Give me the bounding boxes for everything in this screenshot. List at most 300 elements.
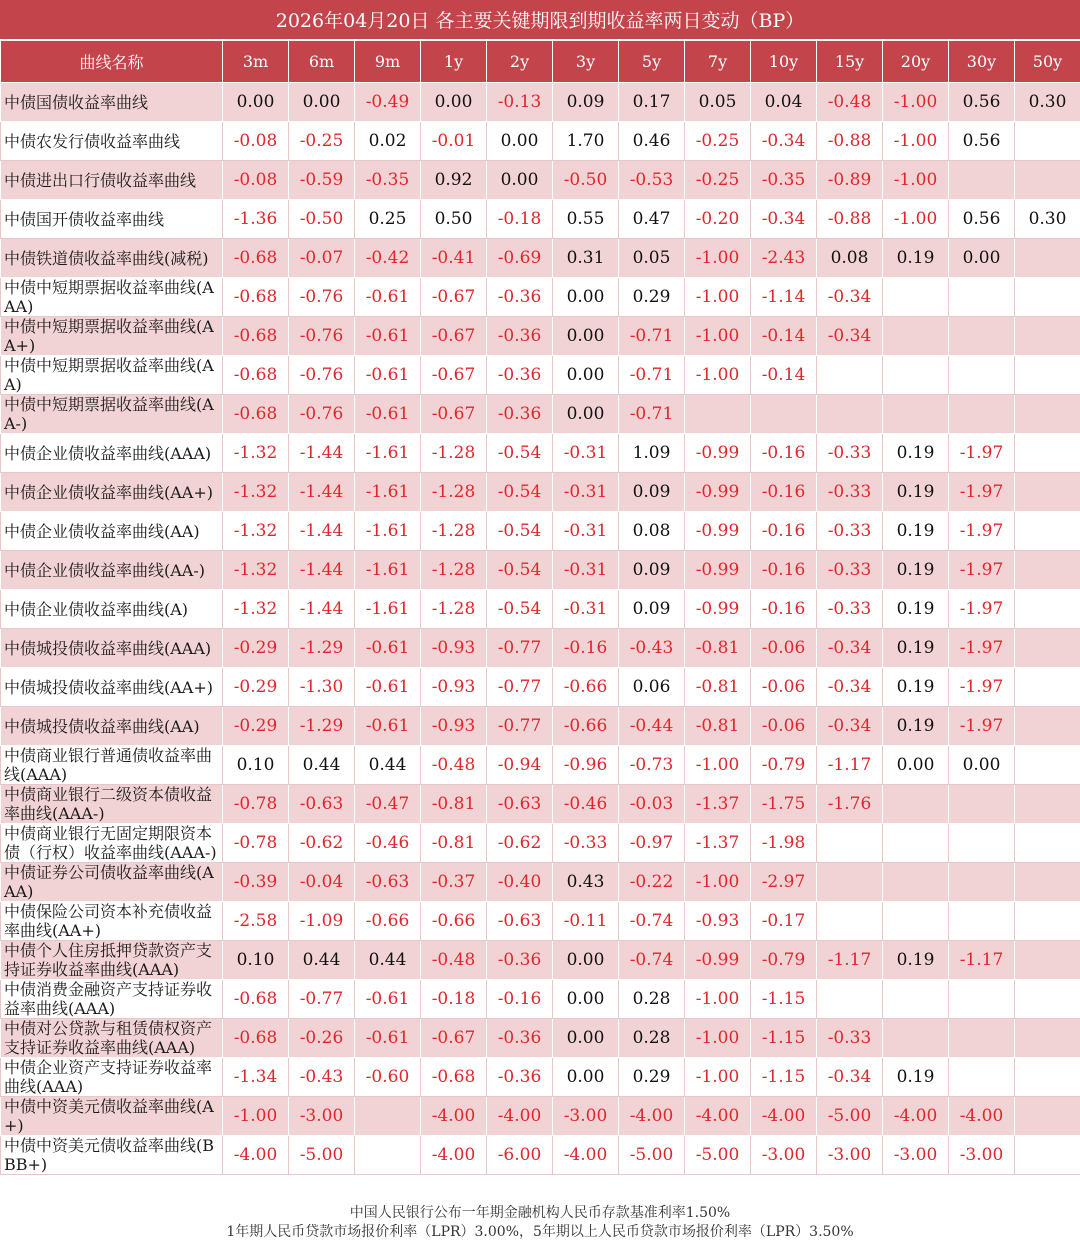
table-row bbox=[1, 395, 1080, 434]
table-row bbox=[1, 83, 1080, 122]
value-cell-9m: -0.60 bbox=[355, 1058, 421, 1097]
value-cell-3m: 0.10 bbox=[223, 941, 289, 980]
value-cell-30y: -1.97 bbox=[949, 668, 1015, 707]
value-cell-20y bbox=[883, 1019, 949, 1058]
value-cell-6m: -1.29 bbox=[289, 707, 355, 746]
value-cell-7y: -0.99 bbox=[685, 434, 751, 473]
value-cell-2y: 0.00 bbox=[487, 161, 553, 200]
value-cell-9m: -0.46 bbox=[355, 824, 421, 863]
value-cell-7y: -1.00 bbox=[685, 1019, 751, 1058]
value-cell-2y: -0.54 bbox=[487, 590, 553, 629]
value-cell-7y: 0.05 bbox=[685, 83, 751, 122]
value-cell-6m: -0.63 bbox=[289, 785, 355, 824]
value-cell-2y: -0.54 bbox=[487, 434, 553, 473]
value-cell-7y: -1.37 bbox=[685, 785, 751, 824]
curve-name-cell: 中债商业银行无固定期限资本债（行权）收益率曲线(AAA-) bbox=[1, 824, 223, 863]
value-cell-3y: -0.31 bbox=[553, 512, 619, 551]
value-cell-3y: -3.00 bbox=[553, 1097, 619, 1136]
table-row bbox=[1, 1097, 1080, 1136]
column-header-6m: 6m bbox=[289, 41, 355, 83]
value-cell-15y: -0.33 bbox=[817, 434, 883, 473]
value-cell-50y bbox=[1015, 941, 1080, 980]
value-cell-6m: -1.44 bbox=[289, 473, 355, 512]
value-cell-5y: 0.28 bbox=[619, 980, 685, 1019]
value-cell-2y: -0.63 bbox=[487, 785, 553, 824]
value-cell-10y: -1.98 bbox=[751, 824, 817, 863]
value-cell-2y: -0.94 bbox=[487, 746, 553, 785]
value-cell-6m: -1.44 bbox=[289, 512, 355, 551]
table-row bbox=[1, 278, 1080, 317]
value-cell-50y bbox=[1015, 1136, 1080, 1175]
value-cell-6m: -3.00 bbox=[289, 1097, 355, 1136]
value-cell-10y: -1.15 bbox=[751, 1058, 817, 1097]
value-cell-6m: -1.44 bbox=[289, 551, 355, 590]
value-cell-10y bbox=[751, 395, 817, 434]
value-cell-1y: -0.01 bbox=[421, 122, 487, 161]
value-cell-30y: -1.97 bbox=[949, 707, 1015, 746]
table-row bbox=[1, 1058, 1080, 1097]
value-cell-9m: -0.61 bbox=[355, 629, 421, 668]
value-cell-2y: -0.40 bbox=[487, 863, 553, 902]
curve-name-cell: 中债企业资产支持证券收益率曲线(AAA) bbox=[1, 1058, 223, 1097]
value-cell-20y: 0.19 bbox=[883, 629, 949, 668]
value-cell-9m: 0.44 bbox=[355, 746, 421, 785]
value-cell-50y bbox=[1015, 1019, 1080, 1058]
value-cell-20y bbox=[883, 317, 949, 356]
value-cell-10y: -0.17 bbox=[751, 902, 817, 941]
value-cell-2y: -0.36 bbox=[487, 1058, 553, 1097]
table-row bbox=[1, 551, 1080, 590]
value-cell-20y: -1.00 bbox=[883, 122, 949, 161]
value-cell-9m: -0.61 bbox=[355, 980, 421, 1019]
value-cell-9m: -0.47 bbox=[355, 785, 421, 824]
curve-name-cell: 中债城投债收益率曲线(AAA) bbox=[1, 629, 223, 668]
value-cell-7y: -1.00 bbox=[685, 980, 751, 1019]
value-cell-1y: -0.67 bbox=[421, 278, 487, 317]
value-cell-10y: -0.16 bbox=[751, 590, 817, 629]
value-cell-50y bbox=[1015, 161, 1080, 200]
value-cell-15y: -1.76 bbox=[817, 785, 883, 824]
value-cell-1y: -4.00 bbox=[421, 1136, 487, 1175]
value-cell-3m: -0.29 bbox=[223, 668, 289, 707]
value-cell-3m: -1.00 bbox=[223, 1097, 289, 1136]
value-cell-20y: 0.19 bbox=[883, 1058, 949, 1097]
table-row bbox=[1, 200, 1080, 239]
value-cell-7y: -0.99 bbox=[685, 590, 751, 629]
column-header-20y: 20y bbox=[883, 41, 949, 83]
value-cell-3y: -0.11 bbox=[553, 902, 619, 941]
value-cell-20y bbox=[883, 863, 949, 902]
value-cell-10y: -0.16 bbox=[751, 434, 817, 473]
value-cell-10y: -0.79 bbox=[751, 746, 817, 785]
curve-name-cell: 中债中资美元债收益率曲线(BBB+) bbox=[1, 1136, 223, 1175]
value-cell-5y: 0.47 bbox=[619, 200, 685, 239]
value-cell-1y: -1.28 bbox=[421, 434, 487, 473]
value-cell-6m: -0.76 bbox=[289, 317, 355, 356]
value-cell-7y bbox=[685, 395, 751, 434]
curve-name-cell: 中债国开债收益率曲线 bbox=[1, 200, 223, 239]
value-cell-5y: 1.09 bbox=[619, 434, 685, 473]
value-cell-9m bbox=[355, 1136, 421, 1175]
value-cell-3m: -0.68 bbox=[223, 1019, 289, 1058]
value-cell-6m: -5.00 bbox=[289, 1136, 355, 1175]
table-row bbox=[1, 317, 1080, 356]
value-cell-20y: 0.19 bbox=[883, 512, 949, 551]
value-cell-1y: -0.67 bbox=[421, 317, 487, 356]
value-cell-9m: -0.61 bbox=[355, 668, 421, 707]
value-cell-20y: 0.19 bbox=[883, 473, 949, 512]
table-row bbox=[1, 161, 1080, 200]
value-cell-50y bbox=[1015, 902, 1080, 941]
value-cell-50y bbox=[1015, 278, 1080, 317]
value-cell-50y bbox=[1015, 863, 1080, 902]
value-cell-20y: 0.00 bbox=[883, 746, 949, 785]
value-cell-5y: -0.44 bbox=[619, 707, 685, 746]
value-cell-15y: -0.33 bbox=[817, 590, 883, 629]
value-cell-3y: 0.00 bbox=[553, 317, 619, 356]
value-cell-7y: -1.00 bbox=[685, 239, 751, 278]
value-cell-5y: -4.00 bbox=[619, 1097, 685, 1136]
value-cell-5y: 0.28 bbox=[619, 1019, 685, 1058]
curve-name-cell: 中债进出口行债收益率曲线 bbox=[1, 161, 223, 200]
value-cell-1y: -0.93 bbox=[421, 707, 487, 746]
value-cell-1y: -0.67 bbox=[421, 395, 487, 434]
value-cell-6m: -0.50 bbox=[289, 200, 355, 239]
value-cell-5y: -5.00 bbox=[619, 1136, 685, 1175]
value-cell-7y: -0.25 bbox=[685, 122, 751, 161]
value-cell-9m: -0.42 bbox=[355, 239, 421, 278]
value-cell-30y: -3.00 bbox=[949, 1136, 1015, 1175]
value-cell-5y: -0.03 bbox=[619, 785, 685, 824]
value-cell-5y: -0.71 bbox=[619, 317, 685, 356]
value-cell-3m: -0.08 bbox=[223, 161, 289, 200]
value-cell-9m: -0.61 bbox=[355, 395, 421, 434]
value-cell-7y: -0.99 bbox=[685, 941, 751, 980]
value-cell-1y: -0.66 bbox=[421, 902, 487, 941]
value-cell-9m: -0.61 bbox=[355, 278, 421, 317]
value-cell-1y: -1.28 bbox=[421, 473, 487, 512]
value-cell-10y: -0.14 bbox=[751, 356, 817, 395]
report-title: 2026年04月20日 各主要关键期限到期收益率两日变动（BP） bbox=[0, 0, 1080, 40]
value-cell-3m: -1.36 bbox=[223, 200, 289, 239]
value-cell-1y: -0.67 bbox=[421, 356, 487, 395]
table-row bbox=[1, 473, 1080, 512]
value-cell-30y bbox=[949, 356, 1015, 395]
value-cell-3y: -0.50 bbox=[553, 161, 619, 200]
value-cell-2y: -0.16 bbox=[487, 980, 553, 1019]
value-cell-1y: -0.93 bbox=[421, 629, 487, 668]
value-cell-5y: 0.08 bbox=[619, 512, 685, 551]
table-header-row bbox=[1, 41, 1080, 83]
table-row bbox=[1, 629, 1080, 668]
value-cell-2y: -0.36 bbox=[487, 317, 553, 356]
value-cell-10y: -1.15 bbox=[751, 980, 817, 1019]
value-cell-20y: 0.19 bbox=[883, 941, 949, 980]
value-cell-1y: -0.93 bbox=[421, 668, 487, 707]
value-cell-6m: -0.76 bbox=[289, 395, 355, 434]
value-cell-15y: -3.00 bbox=[817, 1136, 883, 1175]
value-cell-6m: -1.09 bbox=[289, 902, 355, 941]
column-header-50y: 50y bbox=[1015, 41, 1080, 83]
value-cell-7y: -0.81 bbox=[685, 668, 751, 707]
value-cell-50y bbox=[1015, 512, 1080, 551]
value-cell-6m: -0.25 bbox=[289, 122, 355, 161]
value-cell-5y: -0.97 bbox=[619, 824, 685, 863]
curve-name-cell: 中债国债收益率曲线 bbox=[1, 83, 223, 122]
value-cell-7y: -1.00 bbox=[685, 317, 751, 356]
value-cell-20y bbox=[883, 824, 949, 863]
value-cell-2y: -4.00 bbox=[487, 1097, 553, 1136]
value-cell-20y bbox=[883, 278, 949, 317]
value-cell-15y: -0.88 bbox=[817, 200, 883, 239]
value-cell-3m: -0.29 bbox=[223, 629, 289, 668]
curve-name-cell: 中债城投债收益率曲线(AA) bbox=[1, 707, 223, 746]
value-cell-9m: -0.49 bbox=[355, 83, 421, 122]
value-cell-3y: -0.31 bbox=[553, 590, 619, 629]
curve-name-cell: 中债证券公司债收益率曲线(AAA) bbox=[1, 863, 223, 902]
value-cell-6m: -0.76 bbox=[289, 356, 355, 395]
value-cell-15y: -1.17 bbox=[817, 941, 883, 980]
value-cell-6m: -0.04 bbox=[289, 863, 355, 902]
value-cell-3y: 0.00 bbox=[553, 395, 619, 434]
table-row bbox=[1, 1136, 1080, 1175]
value-cell-10y: -1.14 bbox=[751, 278, 817, 317]
value-cell-15y: -0.34 bbox=[817, 707, 883, 746]
value-cell-6m: 0.44 bbox=[289, 941, 355, 980]
value-cell-30y bbox=[949, 785, 1015, 824]
footer-lpr-rates: 1年期人民币贷款市场报价利率（LPR）3.00%，5年期以上人民币贷款市场报价利率（LPR）3.50% bbox=[226, 1224, 854, 1240]
value-cell-3y: -0.31 bbox=[553, 473, 619, 512]
column-header-15y: 15y bbox=[817, 41, 883, 83]
value-cell-20y: 0.19 bbox=[883, 434, 949, 473]
value-cell-30y bbox=[949, 824, 1015, 863]
value-cell-7y: -1.00 bbox=[685, 356, 751, 395]
value-cell-6m: -1.44 bbox=[289, 590, 355, 629]
value-cell-5y: -0.43 bbox=[619, 629, 685, 668]
value-cell-30y bbox=[949, 902, 1015, 941]
value-cell-30y bbox=[949, 1019, 1015, 1058]
value-cell-30y bbox=[949, 1058, 1015, 1097]
table-row bbox=[1, 434, 1080, 473]
curve-name-cell: 中债消费金融资产支持证券收益率曲线(AAA) bbox=[1, 980, 223, 1019]
value-cell-3y: 0.00 bbox=[553, 1019, 619, 1058]
value-cell-1y: -0.67 bbox=[421, 1019, 487, 1058]
value-cell-20y bbox=[883, 902, 949, 941]
table-row bbox=[1, 746, 1080, 785]
value-cell-1y: -0.41 bbox=[421, 239, 487, 278]
curve-name-cell: 中债中短期票据收益率曲线(AA+) bbox=[1, 317, 223, 356]
value-cell-10y: -0.14 bbox=[751, 317, 817, 356]
value-cell-6m: -0.26 bbox=[289, 1019, 355, 1058]
value-cell-50y bbox=[1015, 824, 1080, 863]
table-row bbox=[1, 941, 1080, 980]
value-cell-3y: 0.00 bbox=[553, 1058, 619, 1097]
column-header-3y: 3y bbox=[553, 41, 619, 83]
value-cell-20y: 0.19 bbox=[883, 668, 949, 707]
value-cell-7y: -1.00 bbox=[685, 746, 751, 785]
value-cell-2y: 0.00 bbox=[487, 122, 553, 161]
value-cell-50y bbox=[1015, 395, 1080, 434]
value-cell-50y bbox=[1015, 356, 1080, 395]
value-cell-1y: -1.28 bbox=[421, 512, 487, 551]
value-cell-3y: 0.00 bbox=[553, 941, 619, 980]
value-cell-2y: -0.36 bbox=[487, 941, 553, 980]
value-cell-2y: -6.00 bbox=[487, 1136, 553, 1175]
value-cell-9m: -1.61 bbox=[355, 473, 421, 512]
value-cell-1y: -1.28 bbox=[421, 590, 487, 629]
curve-name-cell: 中债个人住房抵押贷款资产支持证券收益率曲线(AAA) bbox=[1, 941, 223, 980]
value-cell-30y: -1.97 bbox=[949, 551, 1015, 590]
value-cell-15y: -5.00 bbox=[817, 1097, 883, 1136]
value-cell-3m: -1.32 bbox=[223, 590, 289, 629]
column-header-10y: 10y bbox=[751, 41, 817, 83]
yield-change-table bbox=[0, 40, 1080, 1175]
value-cell-2y: -0.69 bbox=[487, 239, 553, 278]
value-cell-3m: -1.32 bbox=[223, 551, 289, 590]
value-cell-5y: 0.05 bbox=[619, 239, 685, 278]
value-cell-5y: 0.46 bbox=[619, 122, 685, 161]
value-cell-10y: -0.06 bbox=[751, 668, 817, 707]
value-cell-50y bbox=[1015, 590, 1080, 629]
value-cell-50y bbox=[1015, 434, 1080, 473]
value-cell-7y: -1.37 bbox=[685, 824, 751, 863]
value-cell-1y: 0.50 bbox=[421, 200, 487, 239]
value-cell-15y: -0.33 bbox=[817, 551, 883, 590]
value-cell-3y: -0.16 bbox=[553, 629, 619, 668]
value-cell-50y: 0.30 bbox=[1015, 83, 1080, 122]
value-cell-20y: -1.00 bbox=[883, 161, 949, 200]
value-cell-15y: -0.34 bbox=[817, 668, 883, 707]
table-row bbox=[1, 512, 1080, 551]
value-cell-7y: -0.93 bbox=[685, 902, 751, 941]
curve-name-cell: 中债商业银行二级资本债收益率曲线(AAA-) bbox=[1, 785, 223, 824]
value-cell-50y bbox=[1015, 746, 1080, 785]
value-cell-3m: -0.68 bbox=[223, 239, 289, 278]
value-cell-20y: -4.00 bbox=[883, 1097, 949, 1136]
value-cell-1y: 0.00 bbox=[421, 83, 487, 122]
table-row bbox=[1, 356, 1080, 395]
column-header-3m: 3m bbox=[223, 41, 289, 83]
value-cell-50y bbox=[1015, 668, 1080, 707]
value-cell-3m: -0.68 bbox=[223, 395, 289, 434]
value-cell-20y: 0.19 bbox=[883, 239, 949, 278]
value-cell-10y: 0.04 bbox=[751, 83, 817, 122]
value-cell-9m: 0.44 bbox=[355, 941, 421, 980]
value-cell-20y: -1.00 bbox=[883, 200, 949, 239]
value-cell-5y: -0.73 bbox=[619, 746, 685, 785]
value-cell-10y: -0.34 bbox=[751, 200, 817, 239]
value-cell-7y: -0.25 bbox=[685, 161, 751, 200]
value-cell-6m: -1.29 bbox=[289, 629, 355, 668]
value-cell-6m: 0.00 bbox=[289, 83, 355, 122]
value-cell-10y: -0.16 bbox=[751, 473, 817, 512]
value-cell-6m: -1.30 bbox=[289, 668, 355, 707]
value-cell-5y: 0.06 bbox=[619, 668, 685, 707]
value-cell-30y bbox=[949, 317, 1015, 356]
value-cell-3y: -0.31 bbox=[553, 434, 619, 473]
curve-name-cell: 中债企业债收益率曲线(AA+) bbox=[1, 473, 223, 512]
value-cell-1y: -0.81 bbox=[421, 824, 487, 863]
value-cell-3y: -0.66 bbox=[553, 707, 619, 746]
table-row bbox=[1, 863, 1080, 902]
value-cell-9m: -0.35 bbox=[355, 161, 421, 200]
value-cell-5y: 0.29 bbox=[619, 278, 685, 317]
value-cell-30y: -1.97 bbox=[949, 512, 1015, 551]
table-row bbox=[1, 122, 1080, 161]
value-cell-20y: -3.00 bbox=[883, 1136, 949, 1175]
value-cell-3m: -0.08 bbox=[223, 122, 289, 161]
value-cell-3m: -0.68 bbox=[223, 317, 289, 356]
column-header-5y: 5y bbox=[619, 41, 685, 83]
table-row bbox=[1, 590, 1080, 629]
value-cell-15y: -0.34 bbox=[817, 278, 883, 317]
value-cell-1y: -1.28 bbox=[421, 551, 487, 590]
value-cell-7y: -1.00 bbox=[685, 863, 751, 902]
value-cell-10y: -0.79 bbox=[751, 941, 817, 980]
value-cell-2y: -0.13 bbox=[487, 83, 553, 122]
value-cell-50y bbox=[1015, 1097, 1080, 1136]
value-cell-2y: -0.36 bbox=[487, 356, 553, 395]
value-cell-30y: -1.97 bbox=[949, 590, 1015, 629]
value-cell-7y: -0.81 bbox=[685, 629, 751, 668]
value-cell-30y: 0.00 bbox=[949, 746, 1015, 785]
value-cell-10y: -0.16 bbox=[751, 512, 817, 551]
value-cell-1y: -0.18 bbox=[421, 980, 487, 1019]
value-cell-7y: -0.99 bbox=[685, 551, 751, 590]
curve-name-cell: 中债铁道债收益率曲线(减税) bbox=[1, 239, 223, 278]
value-cell-3y: -0.31 bbox=[553, 551, 619, 590]
value-cell-5y: 0.09 bbox=[619, 551, 685, 590]
value-cell-6m: -0.76 bbox=[289, 278, 355, 317]
value-cell-20y bbox=[883, 980, 949, 1019]
table-row bbox=[1, 707, 1080, 746]
table-row bbox=[1, 902, 1080, 941]
value-cell-3y: -0.66 bbox=[553, 668, 619, 707]
value-cell-9m: -0.61 bbox=[355, 356, 421, 395]
value-cell-3y: -0.96 bbox=[553, 746, 619, 785]
curve-name-cell: 中债商业银行普通债收益率曲线(AAA) bbox=[1, 746, 223, 785]
table-row bbox=[1, 785, 1080, 824]
value-cell-7y: -0.20 bbox=[685, 200, 751, 239]
value-cell-2y: -0.36 bbox=[487, 395, 553, 434]
value-cell-50y bbox=[1015, 980, 1080, 1019]
value-cell-7y: -4.00 bbox=[685, 1097, 751, 1136]
value-cell-1y: 0.92 bbox=[421, 161, 487, 200]
value-cell-7y: -0.99 bbox=[685, 512, 751, 551]
curve-name-cell: 中债中短期票据收益率曲线(AAA) bbox=[1, 278, 223, 317]
value-cell-15y bbox=[817, 395, 883, 434]
value-cell-3m: -0.68 bbox=[223, 278, 289, 317]
value-cell-9m bbox=[355, 1097, 421, 1136]
value-cell-3y: -4.00 bbox=[553, 1136, 619, 1175]
value-cell-3y: 1.70 bbox=[553, 122, 619, 161]
value-cell-10y: -1.15 bbox=[751, 1019, 817, 1058]
value-cell-9m: 0.25 bbox=[355, 200, 421, 239]
value-cell-15y: -0.88 bbox=[817, 122, 883, 161]
value-cell-9m: -0.66 bbox=[355, 902, 421, 941]
curve-name-cell: 中债保险公司资本补充债收益率曲线(AA+) bbox=[1, 902, 223, 941]
value-cell-30y: 0.56 bbox=[949, 83, 1015, 122]
value-cell-3y: 0.00 bbox=[553, 980, 619, 1019]
value-cell-15y: -0.33 bbox=[817, 473, 883, 512]
value-cell-20y: 0.19 bbox=[883, 590, 949, 629]
value-cell-3y: 0.00 bbox=[553, 356, 619, 395]
value-cell-30y bbox=[949, 980, 1015, 1019]
value-cell-30y: 0.56 bbox=[949, 200, 1015, 239]
curve-name-cell: 中债中短期票据收益率曲线(AA-) bbox=[1, 395, 223, 434]
value-cell-5y: -0.53 bbox=[619, 161, 685, 200]
value-cell-3m: -0.29 bbox=[223, 707, 289, 746]
